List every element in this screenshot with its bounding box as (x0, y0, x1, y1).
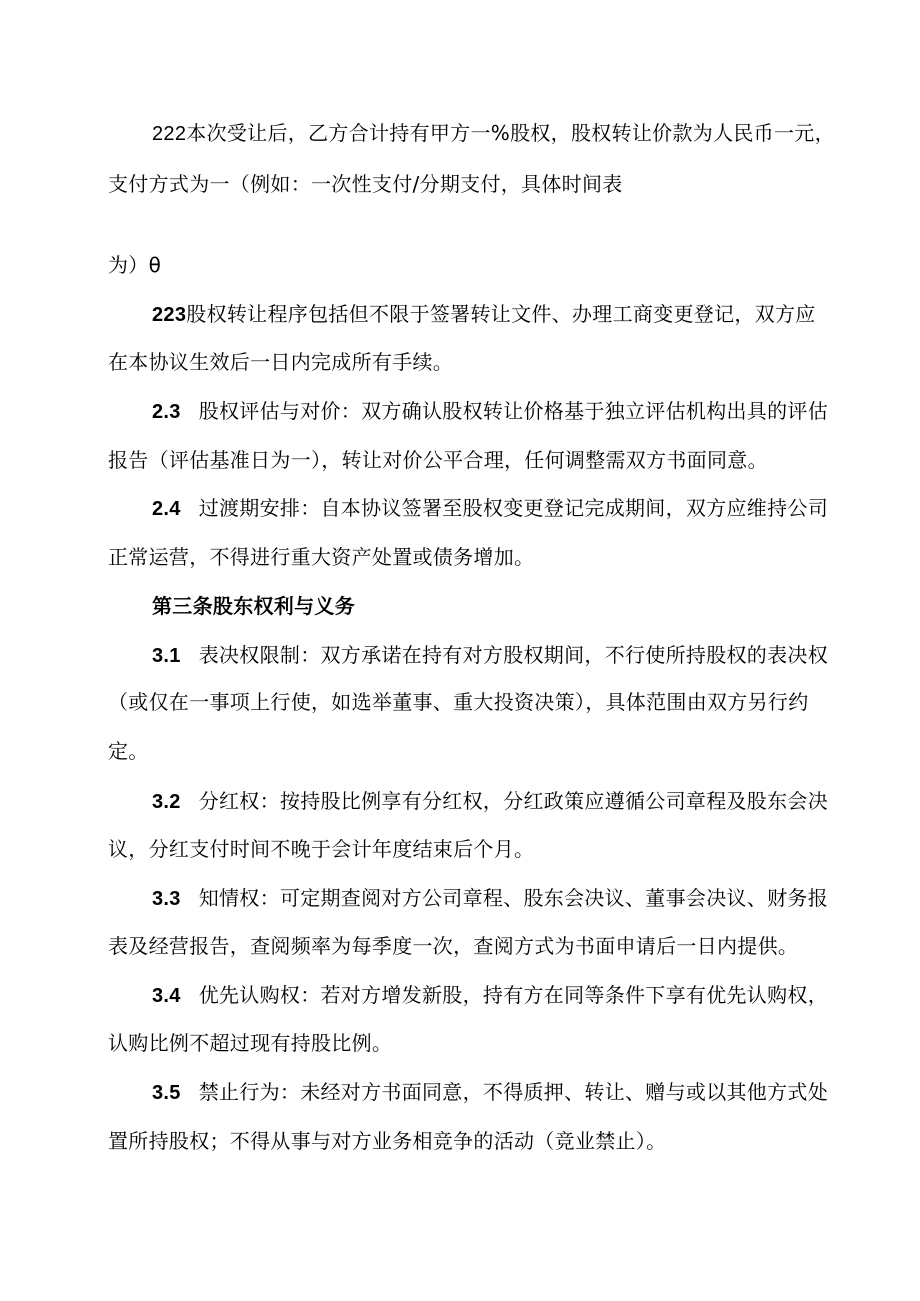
clause-number: 2.4 (152, 498, 181, 520)
paragraph-31-line-3: 定。 (108, 739, 149, 763)
clause-text: 本次受让后，乙方合计持有甲方一%股权，股权转让价款为人民币一元， (186, 121, 835, 145)
paragraph-35-line-2: 置所持股权；不得从事与对方业务相竞争的活动（竞业禁止）。 (108, 1129, 667, 1153)
clause-text: 优先认购权：若对方增发新股，持有方在同等条件下享有优先认购权， (198, 983, 829, 1007)
clause-text: 禁止行为：未经对方书面同意，不得质押、转让、赠与或以其他方式处 (198, 1080, 829, 1104)
paragraph-33-line-1 (152, 886, 828, 911)
clause-number: 2.3 (152, 401, 181, 423)
paragraph-222-line-2: 支付方式为一（例如：一次性支付/分期支付，具体时间表 (108, 172, 623, 196)
clause-number: 3.4 (152, 985, 181, 1007)
paragraph-24-line-1 (152, 496, 828, 521)
paragraph-222-line-3: 为）θ (108, 253, 162, 277)
paragraph-32-line-2: 议，分红支付时间不晚于会计年度结束后个月。 (108, 837, 535, 861)
clause-number: 223 (152, 304, 187, 326)
clause-number: 3.5 (152, 1082, 181, 1104)
clause-text: 表决权限制：双方承诺在持有对方股权期间，不行使所持股权的表决权 (198, 643, 829, 667)
clause-text: 分红权：按持股比例享有分红权，分红政策应遵循公司章程及股东会决 (198, 789, 829, 813)
clause-number: 3.2 (152, 791, 181, 813)
paragraph-24-line-2: 正常运营，不得进行重大资产处置或债务增加。 (108, 545, 535, 569)
paragraph-32-line-1 (152, 789, 828, 814)
clause-number: 3.1 (152, 645, 181, 667)
paragraph-31-line-2: （或仅在一事项上行使，如选举董事、重大投资决策），具体范围由双方另行约 (108, 690, 809, 714)
clause-number: 222 (152, 123, 187, 145)
paragraph-31-line-1 (152, 643, 828, 668)
clause-text: 股权评估与对价：双方确认股权转让价格基于独立评估机构出具的评估 (198, 399, 829, 423)
clause-text: 知情权：可定期查阅对方公司章程、股东会决议、董事会决议、财务报 (198, 886, 829, 910)
clause-text: 股权转让程序包括但不限于签署转让文件、办理工商变更登记，双方应 (186, 302, 816, 326)
paragraph-35-line-1 (152, 1080, 828, 1105)
paragraph-33-line-2: 表及经营报告，查阅频率为每季度一次，查阅方式为书面申请后一日内提供。 (108, 934, 799, 958)
paragraph-23-line-2: 报告（评估基准日为一），转让对价公平合理，任何调整需双方书面同意。 (108, 448, 768, 472)
section-heading: 第三条股东权利与义务 (152, 594, 355, 618)
paragraph-222-line-1 (152, 121, 835, 146)
paragraph-223-line-1 (152, 302, 816, 327)
paragraph-23-line-1 (152, 399, 828, 424)
clause-number: 3.3 (152, 888, 181, 910)
paragraph-34-line-1 (152, 983, 828, 1008)
clause-text: 过渡期安排：自本协议签署至股权变更登记完成期间，双方应维持公司 (198, 496, 829, 520)
paragraph-223-line-2: 在本协议生效后一日内完成所有手续。 (108, 350, 454, 374)
paragraph-34-line-2: 认购比例不超过现有持股比例。 (108, 1031, 393, 1055)
